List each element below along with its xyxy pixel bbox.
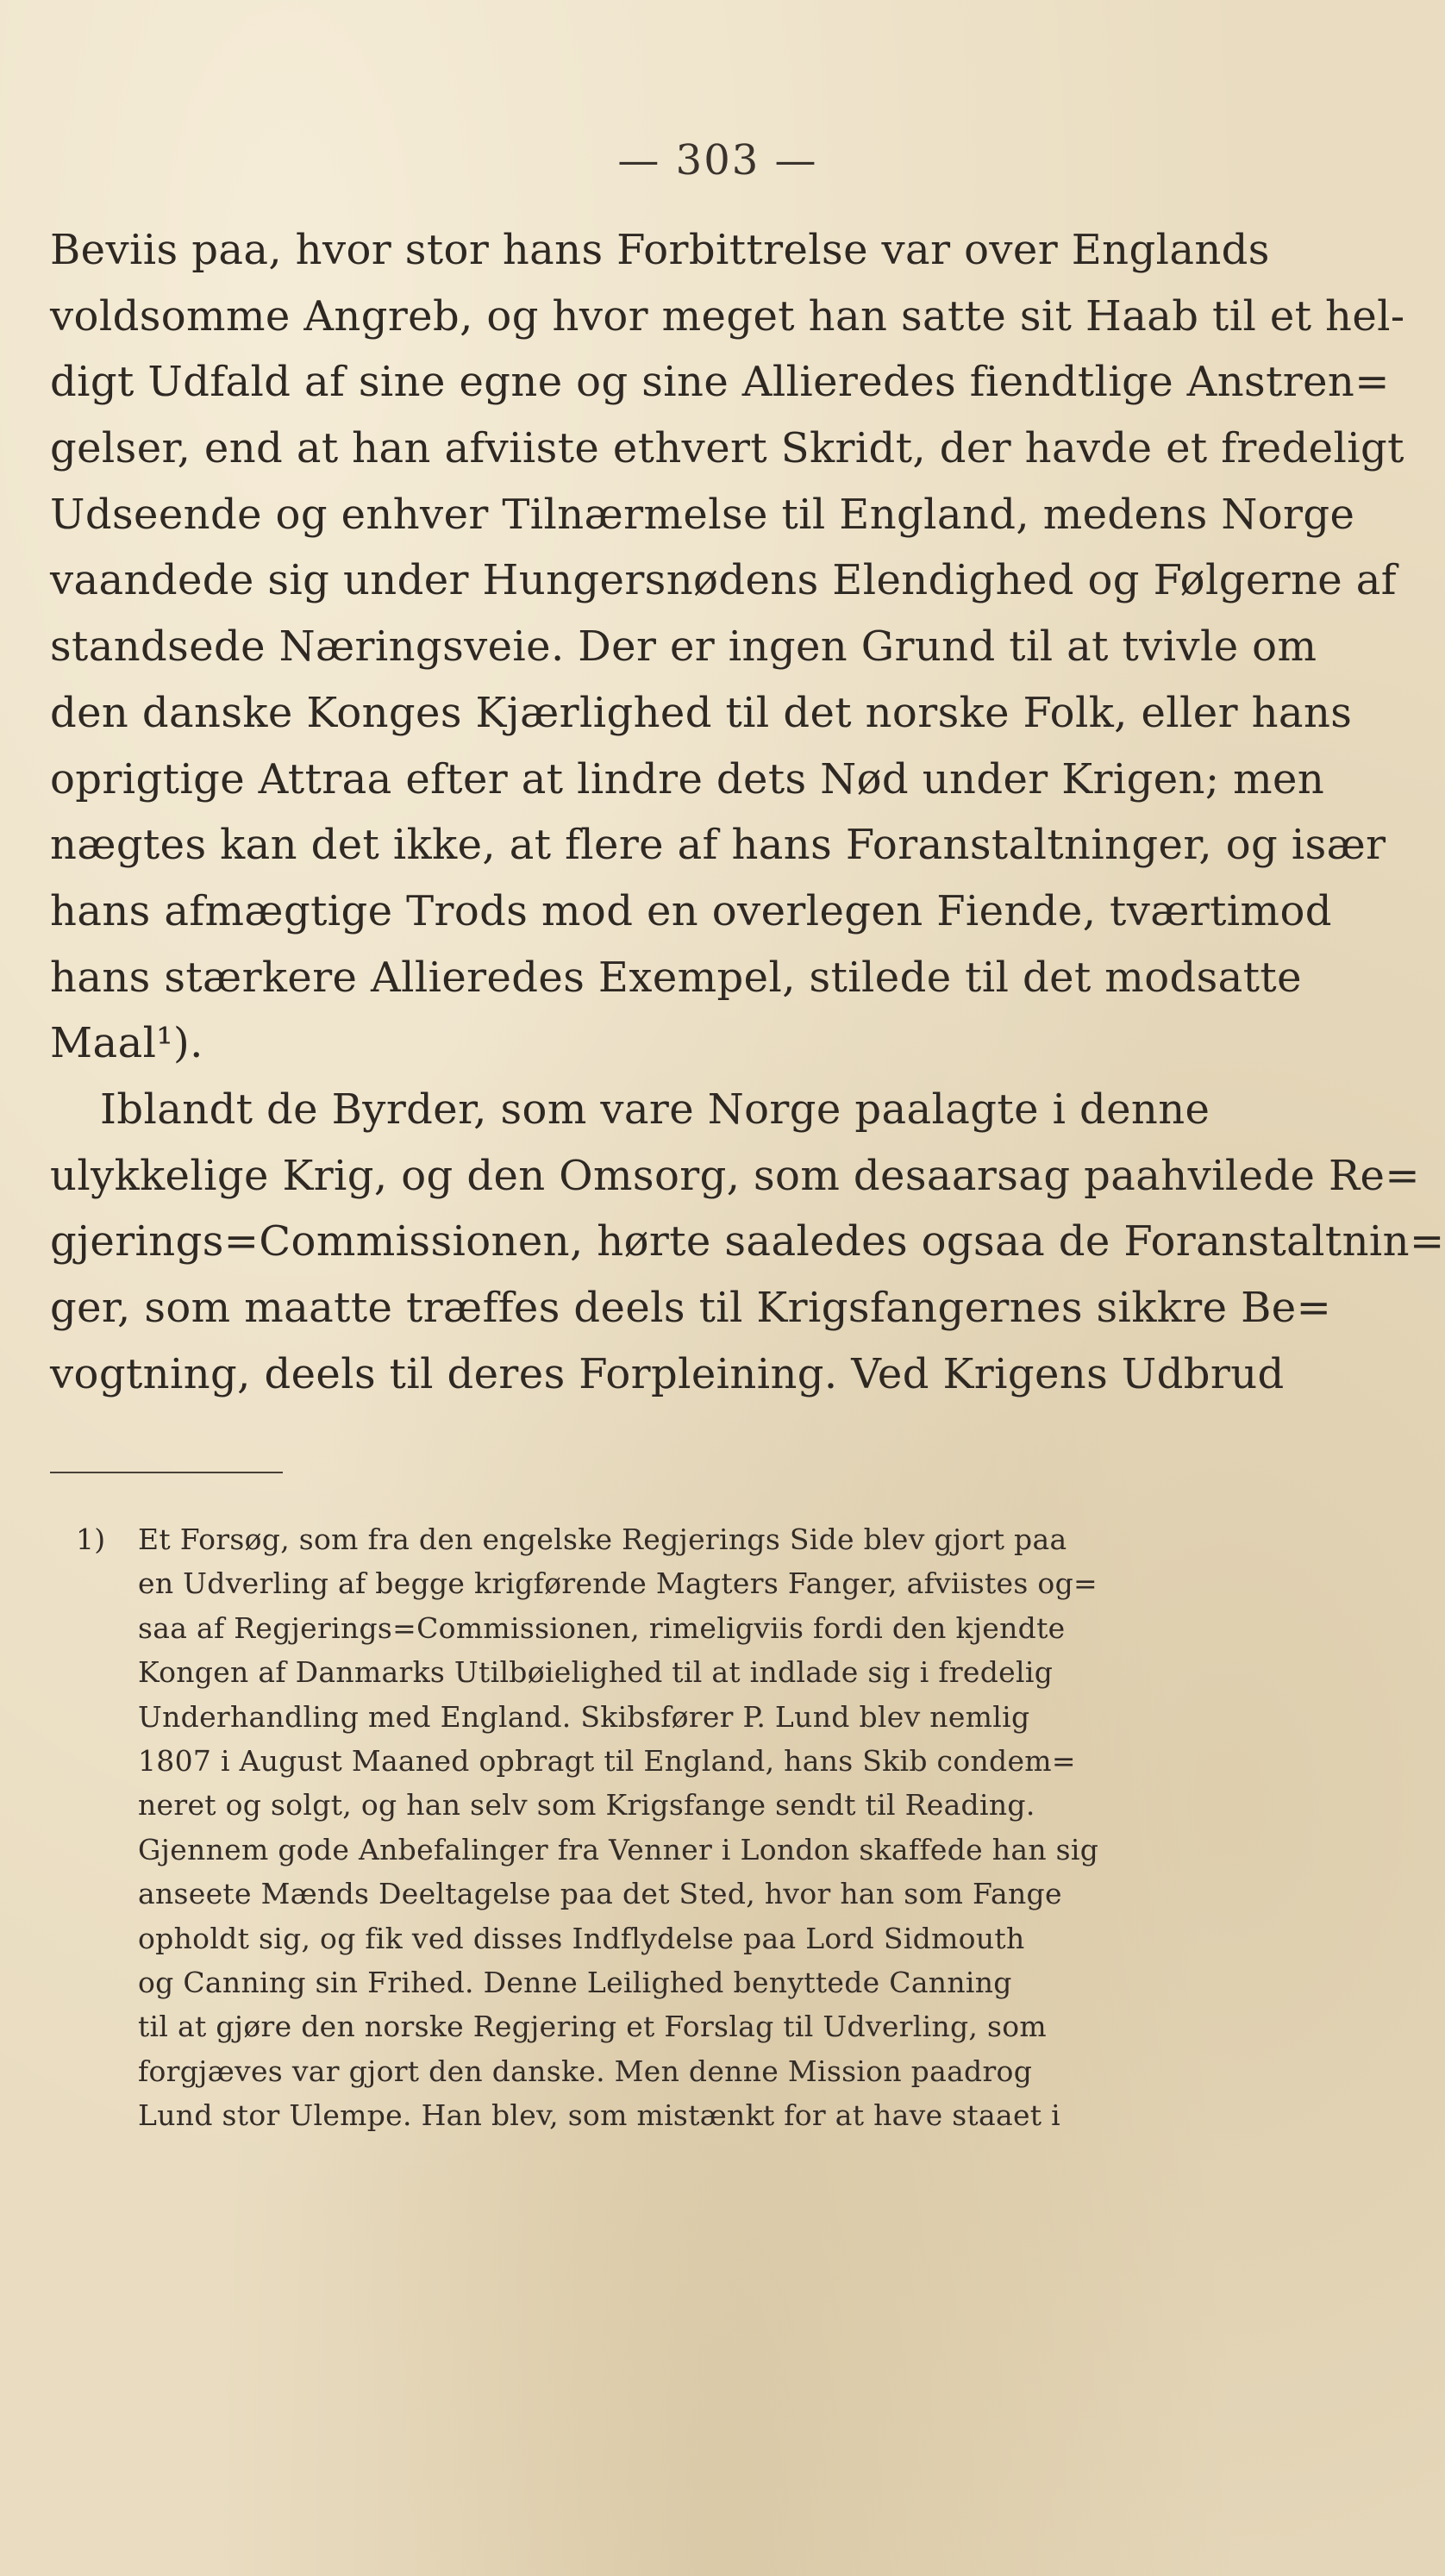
text-line: den danske Konges Kjærlighed til det norske Folk, eller hans xyxy=(50,688,1353,737)
footnote-line: Underhandling med England. Skibsfører P. Lund blev nemlig xyxy=(138,1699,1030,1734)
text-line: standsede Næringsveie. Der er ingen Grund til at tvivle om xyxy=(50,622,1317,672)
text-line: voldsomme Angreb, og hvor meget han satte sit Haab til et hel- xyxy=(50,291,1405,341)
footnote-line: neret og solgt, og han selv som Krigsfange sendt til Reading. xyxy=(138,1788,1035,1823)
text-line: ger, som maatte træffes deels til Krigsfangernes sikkre Be= xyxy=(50,1284,1332,1332)
footnote-line: 1807 i August Maaned opbragt til England, hans Skib condem= xyxy=(138,1743,1076,1778)
text-line: gjerings=Commissionen, hørte saaledes ogsaa de Foranstaltnin= xyxy=(50,1217,1445,1266)
text-line: nægtes kan det ikke, at flere af hans Foranstaltninger, og især xyxy=(50,821,1386,870)
footnote-line: Kongen af Danmarks Utilbøielighed til at indlade sig i fredelig xyxy=(138,1655,1054,1690)
text-line: Udseende og enhver Tilnærmelse til England, medens Norge xyxy=(50,490,1355,539)
text-line: vaandede sig under Hungersnødens Elendighed og Følgerne af xyxy=(50,556,1397,605)
footnote-marker: 1) xyxy=(76,1522,106,1556)
footnote-line: Gjennem gode Anbefalinger fra Venner i London skaffede han sig xyxy=(138,1832,1099,1866)
text-line: ulykkelige Krig, og den Omsorg, som desaarsag paahvilede Re= xyxy=(50,1151,1420,1200)
footnote-line: Lund stor Ulempe. Han blev, som mistænkt for at have staaet i xyxy=(138,2098,1060,2133)
text-line-paragraph-start: Iblandt de Byrder, som vare Norge paalagte i denne xyxy=(100,1085,1210,1134)
page-number: — 303 — xyxy=(617,136,818,184)
text-line: Beviis paa, hvor stor hans Forbittrelse var over Englands xyxy=(50,226,1270,274)
text-line: hans afmægtige Trods mod en overlegen Fiende, tværtimod xyxy=(50,886,1332,935)
text-line: vogtning, deels til deres Forpleining. Ved Krigens Udbrud xyxy=(50,1349,1285,1398)
footnote-line: opholdt sig, og fik ved disses Indflydelse paa Lord Sidmouth xyxy=(138,1921,1025,1955)
main-text xyxy=(50,217,1445,1407)
footnote-line: en Udverling af begge krigførende Magters Fanger, afviistes og= xyxy=(138,1566,1098,1601)
text-line: gelser, end at han afviiste ethvert Skridt, der havde et fredeligt xyxy=(50,424,1404,473)
footnote-separator xyxy=(50,1472,283,1473)
text-line: digt Udfald af sine egne og sine Allieredes fiendtlige Anstren= xyxy=(50,358,1390,407)
footnote-line: til at gjøre den norske Regjering et Forslag til Udverling, som xyxy=(138,2010,1048,2044)
footnote-text: Et Forsøg, som fra den engelske Regjerings Side blev gjort paa xyxy=(138,1522,1067,1556)
footnote-line: anseete Mænds Deeltagelse paa det Sted, hvor han som Fange xyxy=(138,1877,1062,1911)
footnote-line xyxy=(76,1517,1266,1561)
footnote-line: forgjæves var gjort den danske. Men denne Mission paadrog xyxy=(138,2054,1033,2088)
text-line: Maal¹). xyxy=(50,1019,203,1068)
text-line: oprigtige Attraa efter at lindre dets Nød under Krigen; men xyxy=(50,754,1325,803)
footnote-line: og Canning sin Frihed. Denne Leilighed benyttede Canning xyxy=(138,1965,1012,1999)
text-line: hans stærkere Allieredes Exempel, stilede til det modsatte xyxy=(50,953,1302,1002)
footnote-line: saa af Regjerings=Commissionen, rimeligviis fordi den kjendte xyxy=(138,1610,1066,1645)
footnote xyxy=(76,1517,1266,2137)
